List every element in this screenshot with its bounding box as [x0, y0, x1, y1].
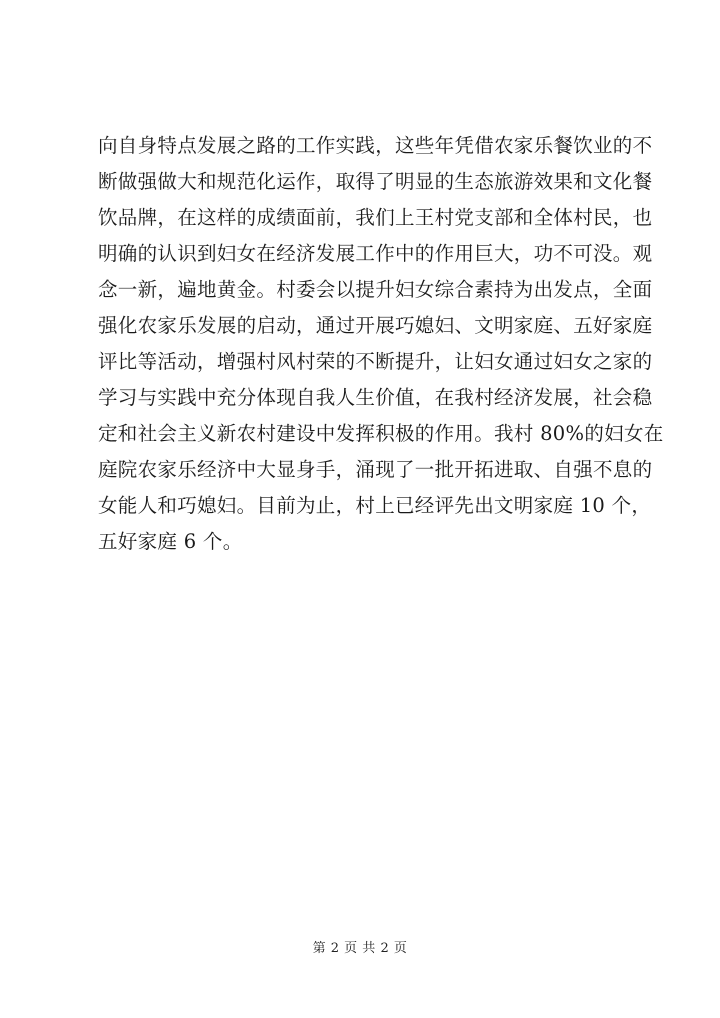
- paragraph-line-1: 向自身特点发展之路的工作实践，这些年凭借农家乐餐饮业的不: [98, 134, 653, 157]
- paragraph-line-5: 念一新，遍地黄金。村委会以提升妇女综合素持为出发点，全面: [98, 278, 653, 301]
- paragraph-line-7: 评比等活动，增强村风村荣的不断提升，让妇女通过妇女之家的: [98, 350, 653, 373]
- paragraph-line-8: 学习与实践中充分体现自我人生价值，在我村经济发展，社会稳: [98, 386, 653, 409]
- paragraph-line-2: 断做强做大和规范化运作，取得了明显的生态旅游效果和文化餐: [98, 170, 653, 193]
- body-paragraph: [98, 128, 664, 560]
- paragraph-line-6: 强化农家乐发展的启动，通过开展巧媳妇、文明家庭、五好家庭: [98, 314, 653, 337]
- paragraph-line-4: 明确的认识到妇女在经济发展工作中的作用巨大，功不可没。观: [98, 242, 653, 265]
- paragraph-line-3: 饮品牌，在这样的成绩面前，我们上王村党支部和全体村民，也: [98, 206, 653, 229]
- paragraph-line-9: 定和社会主义新农村建设中发挥积极的作用。我村 80%的妇女在: [98, 422, 664, 445]
- page-number-footer: 第 2 页 共 2 页: [312, 941, 408, 956]
- paragraph-line-11: 女能人和巧媳妇。目前为止，村上已经评先出文明家庭 10 个，: [98, 494, 652, 517]
- paragraph-line-10: 庭院农家乐经济中大显身手，涌现了一批开拓进取、自强不息的: [98, 458, 653, 481]
- paragraph-line-12: 五好家庭 6 个。: [98, 530, 243, 553]
